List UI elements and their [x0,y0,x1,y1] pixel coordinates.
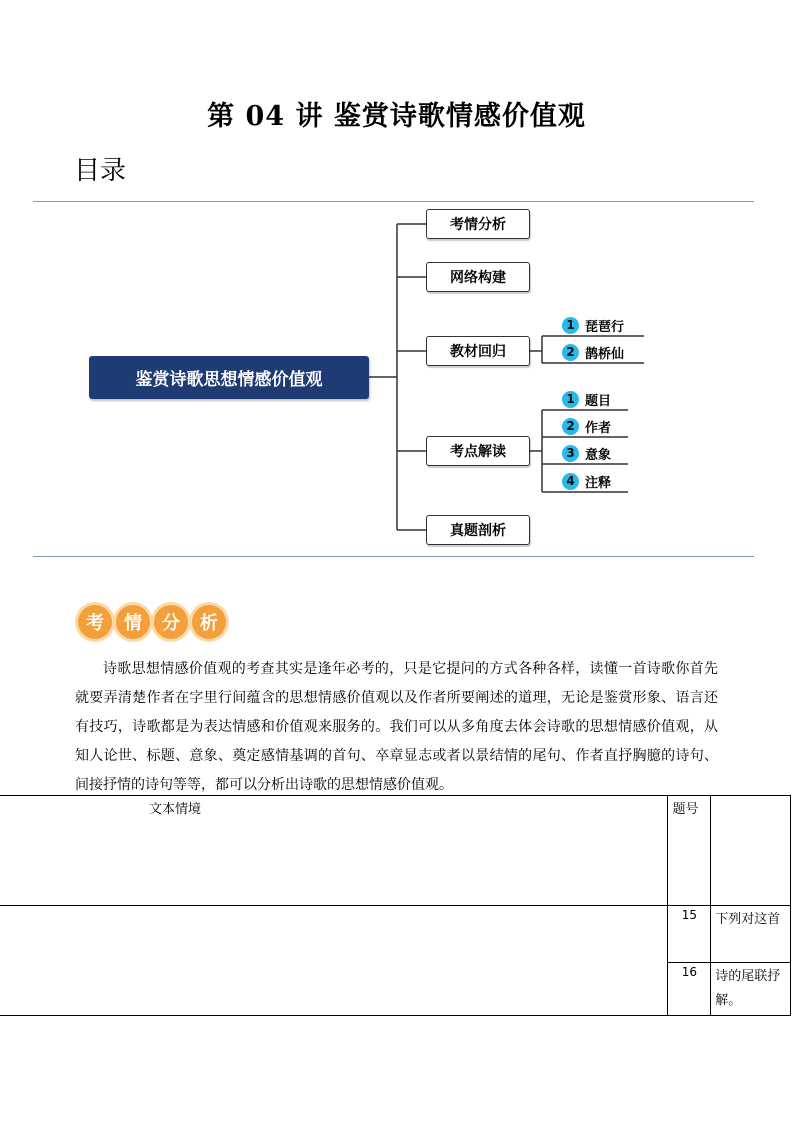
mindmap-root: 鉴赏诗歌思想情感价值观 [89,356,369,399]
number-badge-icon: 2 [562,344,579,361]
mindmap-node-network: 网络构建 [426,262,530,292]
analysis-paragraph [75,655,718,800]
table-row [0,906,791,963]
page-title: 第 04 讲 鉴赏诗歌情感价值观 [207,101,586,132]
mindmap-leaf [562,389,611,409]
number-badge-icon: 1 [562,317,579,334]
table-header-row [0,796,791,906]
number-badge-icon: 3 [562,445,579,462]
number-badge-icon: 2 [562,418,579,435]
badge-char: 情 [116,605,150,639]
question-text: 下列对这首 [711,906,791,963]
question-table [0,795,791,1016]
leaf-label: 注释 [585,475,612,491]
mindmap-node-analysis: 考情分析 [426,209,530,239]
mindmap-leaf [562,416,611,436]
header-cell-empty [711,796,791,906]
badge-char: 分 [154,605,188,639]
badge-char: 析 [192,605,226,639]
mindmap-leaf [562,315,624,335]
number-badge-icon: 1 [562,391,579,408]
header-cell-number: 题号 [668,796,711,906]
paragraph-text: 诗歌思想情感价值观的考查其实是逢年必考的，只是它提问的方式各种各样，读懂一首诗歌你首先就要弄清楚作者在字里行间蕴含的思想情感价值观以及作者所要阐述的道理，无论是鉴赏形象、语言还有技巧，诗歌都是为表达情感和价值观来服务的。我们可以从多角度去体会诗歌的思想情感价值观，从知人论世、标题、意象、奠定感情基调的首句、卒章显志或者以景结情的尾句、作者直抒胸臆的诗句、间接抒情的诗句等等，都可以分析出诗歌的思想情感价值观。 [75,661,718,793]
leaf-label: 鹊桥仙 [585,346,625,362]
leaf-label: 题目 [585,393,612,409]
leaf-label: 作者 [585,420,612,436]
question-number: 16 [668,963,711,1016]
question-text-cont: 解。 [715,993,742,1008]
question-text-cell [711,963,791,1016]
mindmap-leaf [562,443,611,463]
number-badge-icon: 4 [562,473,579,490]
leaf-label: 琵琶行 [585,319,625,335]
header-cell-context: 文本情境 [0,796,668,906]
mindmap-node-textbook: 教材回归 [426,336,530,366]
mindmap-node-real-questions: 真题剖析 [426,515,530,545]
mindmap-leaf [562,471,611,491]
mindmap-node-exam-points: 考点解读 [426,436,530,466]
question-text: 诗的尾联抒 [715,969,781,984]
mindmap-leaf [562,342,624,362]
context-cell [0,906,668,1016]
leaf-label: 意象 [585,447,612,463]
question-number: 15 [668,906,711,963]
section-heading-badge [78,605,226,639]
toc-heading: 目录 [74,156,127,186]
badge-char: 考 [78,605,112,639]
